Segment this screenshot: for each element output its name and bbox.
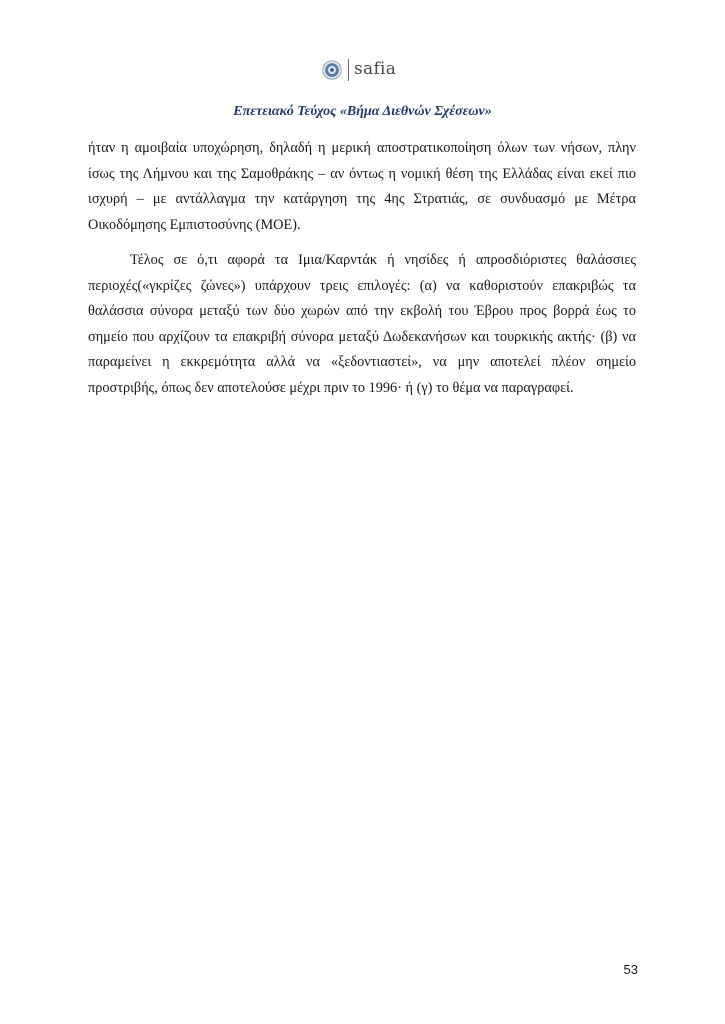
paragraph: Τέλος σε ό,τι αφορά τα Ιμια/Καρντάκ ή νησίδες ή απροσδιόριστες θαλάσσιες περιοχές(«γκρίζες ζώνες») υπάρχουν τρεις επιλογές: (α) να καθοριστούν επακριβώς τα θαλάσσια σύνορα μεταξύ των δύο χωρών από την εκβολή του Έβρου προς βορρά έως το σημείο που αρχίζουν τα επακριβή σύνορα μεταξύ Δωδεκανήσων και τουρκικής ακτής· (β) να παραμείνει η εκκρεμότητα αλλά να «ξεδοντιαστεί», να μην αποτελεί πλέον σημείο προστριβής, όπως δεν αποτελούσε μέχρι πριν το 1996· ή (γ) το θέμα να παραγραφεί. — [88, 252, 636, 396]
logo-text: safia — [354, 58, 397, 79]
paragraph: ήταν η αμοιβαία υποχώρηση, δηλαδή η μερική αποστρατικοποίηση όλων των νήσων, πλην ίσως της Λήμνου και της Σαμοθράκης – αν όντως η νομική θέση της Ελλάδας είναι εκεί πιο ισχυρή – με αντάλλαγμα την κατάργηση της 4ης Στρατιάς, σε συνδυασμό με Μέτρα Οικοδόμησης Εμπιστοσύνης (ΜΟΕ). — [88, 140, 636, 233]
safia-emblem-icon — [322, 60, 342, 80]
page-number: 53 — [623, 962, 638, 977]
body-text — [88, 136, 636, 411]
journal-title: Επετειακό Τεύχος «Βήμα Διεθνών Σχέσεων» — [233, 104, 492, 119]
header-logo — [322, 58, 396, 82]
logo-divider — [348, 59, 349, 81]
